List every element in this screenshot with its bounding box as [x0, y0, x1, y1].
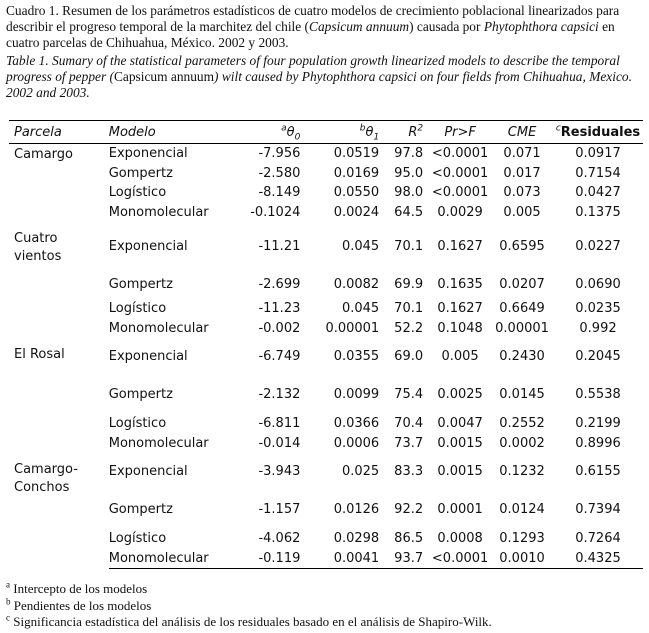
pr-cell: 0.0001: [437, 501, 483, 517]
modelo-cell: Monomolecular: [108, 204, 209, 220]
pr-cell: 0.005: [441, 348, 479, 364]
pr-cell: 0.0008: [437, 531, 483, 547]
cme-cell: 0.0002: [499, 435, 545, 451]
theta0-cell: -0.1024: [250, 204, 301, 220]
theta1-cell: 0.0041: [306, 549, 385, 569]
r2-cell: 98.0: [394, 185, 424, 201]
pr-cell: 0.1048: [437, 320, 483, 336]
r2-cell: 83.3: [394, 463, 424, 479]
modelo-cell: Logístico: [108, 301, 167, 317]
caption-es-species: Capsicum annuum: [309, 18, 410, 34]
theta1-cell: 0.045: [341, 238, 380, 254]
modelo-cell: Exponencial: [108, 348, 188, 364]
residuales-cell: 0.7264: [575, 531, 621, 547]
r2-cell: 97.8: [394, 146, 424, 162]
theta0-cell: -2.699: [258, 277, 301, 292]
theta0-cell: -3.943: [258, 463, 301, 479]
pr-cell: <0.0001: [431, 165, 489, 181]
modelo-cell: Gompertz: [108, 386, 173, 402]
footnote-a: $^a$ Intercepto de los modelos: [6, 579, 148, 596]
parameters-table: [9, 120, 643, 569]
theta0-cell: -4.062: [258, 531, 301, 547]
parcela-cell: El Rosal: [14, 347, 65, 362]
modelo-cell: Logístico: [108, 416, 167, 432]
theta1-cell: 0.0126: [333, 501, 380, 517]
table-row: [9, 453, 643, 489]
caption-en-suffix: ) wilt caused by Phytophthora capsici on four fields from Chihuahua, Mexico. 2002 and 2003.: [6, 68, 632, 100]
residuales-cell: 0.1375: [575, 204, 621, 220]
r2-cell: 70.4: [394, 416, 424, 432]
cme-cell: 0.2552: [499, 416, 545, 432]
modelo-cell: Gompertz: [108, 277, 173, 292]
theta1-cell: 0.0355: [333, 348, 380, 364]
theta1-cell: 0.0082: [333, 277, 380, 292]
modelo-cell: Gompertz: [108, 501, 173, 517]
residuales-cell: 0.0227: [575, 238, 621, 254]
residuales-cell: 0.0690: [575, 277, 621, 292]
parcela-cell: Camargo: [14, 147, 73, 162]
theta0-cell: -0.014: [258, 435, 301, 451]
cme-cell: 0.0010: [491, 549, 553, 569]
pr-cell: <0.0001: [429, 549, 491, 569]
pr-cell: 0.1635: [437, 277, 483, 292]
table-row: [9, 144, 643, 164]
pr-cell: 0.1627: [437, 301, 483, 317]
r2-cell: 92.2: [394, 501, 424, 517]
theta1-cell: 0.0298: [333, 531, 380, 547]
theta0-cell: -7.956: [258, 146, 301, 162]
modelo-cell: Monomolecular: [109, 549, 229, 569]
r2-cell: 70.1: [394, 301, 424, 317]
r2-cell: 95.0: [394, 165, 424, 181]
header-theta1: $^b\theta_1$: [306, 121, 385, 144]
theta1-cell: 0.00001: [325, 320, 380, 336]
residuales-cell: 0.2045: [575, 348, 621, 364]
theta0-cell: -11.21: [258, 238, 301, 254]
r2-cell: 73.7: [394, 435, 424, 451]
header-parcela: Parcela: [9, 121, 109, 144]
r2-cell: 52.2: [394, 320, 424, 336]
header-residuales: $^c$Residuales: [553, 121, 643, 144]
r2-cell: 86.5: [394, 531, 424, 547]
caption-es-text: Cuadro 1. Resumen de los parámetros estadísticos de cuatro modelos de crecimiento poblacional linearizados para describir el progreso temporal de la marchitez del chile (: [6, 3, 620, 34]
residuales-cell: 0.6155: [575, 463, 621, 479]
modelo-cell: Exponencial: [108, 146, 188, 162]
residuales-cell: 0.7154: [575, 165, 621, 181]
theta0-cell: -1.157: [258, 501, 301, 517]
residuales-cell: 0.0917: [575, 146, 621, 162]
cme-cell: 0.0124: [499, 501, 545, 517]
r2-cell: 69.9: [394, 277, 424, 292]
theta1-cell: 0.025: [341, 463, 380, 479]
theta0-cell: -2.132: [258, 386, 301, 402]
theta1-cell: 0.045: [341, 301, 380, 317]
caption-en-text: Table 1. Sumary of the statistical parameters of four population growth linearized models to describe the temporal progress of pepper (: [6, 53, 620, 84]
theta1-cell: 0.0006: [333, 435, 380, 451]
theta0-cell: -11.23: [258, 301, 301, 317]
cme-cell: 0.017: [503, 165, 541, 181]
theta1-cell: 0.0519: [333, 146, 380, 162]
pr-cell: 0.0047: [437, 416, 483, 432]
cme-cell: 0.073: [503, 185, 541, 201]
theta0-cell: -0.002: [258, 320, 301, 336]
cme-cell: 0.6649: [499, 301, 545, 317]
r2-cell: 64.5: [394, 204, 424, 220]
pr-cell: <0.0001: [431, 146, 489, 162]
cme-cell: 0.2430: [499, 348, 545, 364]
cme-cell: 0.1232: [499, 463, 545, 479]
header-cme: CME: [491, 121, 553, 144]
pr-cell: 0.0025: [437, 386, 483, 402]
cme-cell: 0.0207: [499, 277, 545, 292]
theta1-cell: 0.0550: [333, 185, 380, 201]
pr-cell: <0.0001: [431, 185, 489, 201]
residuales-cell: 0.2199: [575, 416, 621, 432]
pr-cell: 0.0015: [437, 463, 483, 479]
theta1-cell: 0.0024: [333, 204, 380, 220]
theta0-cell: -2.580: [258, 165, 301, 181]
cme-cell: 0.071: [503, 146, 541, 162]
header-pr: Pr>F: [429, 121, 491, 144]
theta0-cell: -8.149: [258, 185, 301, 201]
theta1-cell: 0.0169: [333, 165, 380, 181]
cme-cell: 0.00001: [495, 320, 549, 336]
r2-cell: 69.0: [394, 348, 424, 364]
parcela-cell: Camargo- Conchos: [14, 462, 78, 495]
header-theta0: $^a\theta_0$: [229, 121, 307, 144]
residuales-cell: 0.4325: [553, 549, 643, 569]
modelo-cell: Gompertz: [108, 165, 173, 181]
residuales-cell: 0.992: [579, 320, 617, 336]
cme-cell: 0.6595: [499, 238, 545, 254]
header-modelo: Modelo: [109, 121, 229, 144]
residuales-cell: 0.7394: [575, 501, 621, 517]
r2-cell: 75.4: [394, 386, 424, 402]
residuales-cell: 0.0235: [575, 301, 621, 317]
parcela-cell: Cuatro vientos: [14, 231, 62, 264]
r2-cell: 70.1: [394, 238, 424, 254]
r2-cell: 93.7: [385, 549, 429, 569]
cme-cell: 0.1293: [499, 531, 545, 547]
caption-en-species: Capsicum annuum: [113, 68, 215, 84]
residuales-cell: 0.8996: [575, 435, 621, 451]
residuales-cell: 0.5538: [575, 386, 621, 402]
caption-es-mid: ) causada por: [409, 18, 484, 34]
caption-es-pathogen: Phytophthora capsici: [483, 18, 599, 34]
modelo-cell: Monomolecular: [108, 320, 209, 336]
pr-cell: 0.1627: [437, 238, 483, 254]
modelo-cell: Logístico: [108, 185, 167, 201]
table-row: [9, 222, 643, 270]
modelo-cell: Logístico: [108, 531, 167, 547]
pr-cell: 0.0029: [437, 204, 483, 220]
residuales-cell: 0.0427: [575, 185, 621, 201]
theta0-cell: -0.119: [229, 549, 307, 569]
footnote-c: $^c$ Significancia estadística del análisis de los residuales basado en el análisis de Shapiro-Wilk.: [6, 612, 492, 629]
caption-spanish: [6, 3, 646, 50]
modelo-cell: Exponencial: [108, 238, 188, 254]
cme-cell: 0.0145: [499, 386, 545, 402]
header-r2: $R^2$: [385, 121, 429, 144]
caption-english: [6, 53, 646, 100]
modelo-cell: Monomolecular: [108, 435, 209, 451]
caption-es-suffix: en cuatro parcelas de Chihuahua, México. 2002 y 2003.: [6, 18, 615, 50]
pr-cell: 0.0015: [437, 435, 483, 451]
cme-cell: 0.005: [503, 204, 541, 220]
table-header-row: [9, 121, 643, 144]
theta0-cell: -6.811: [258, 416, 301, 432]
footnote-b: $^b$ Pendientes de los modelos: [6, 596, 152, 613]
theta1-cell: 0.0366: [333, 416, 380, 432]
modelo-cell: Exponencial: [108, 463, 188, 479]
table-row: [9, 338, 643, 374]
theta0-cell: -6.749: [258, 348, 301, 364]
theta1-cell: 0.0099: [333, 386, 380, 402]
